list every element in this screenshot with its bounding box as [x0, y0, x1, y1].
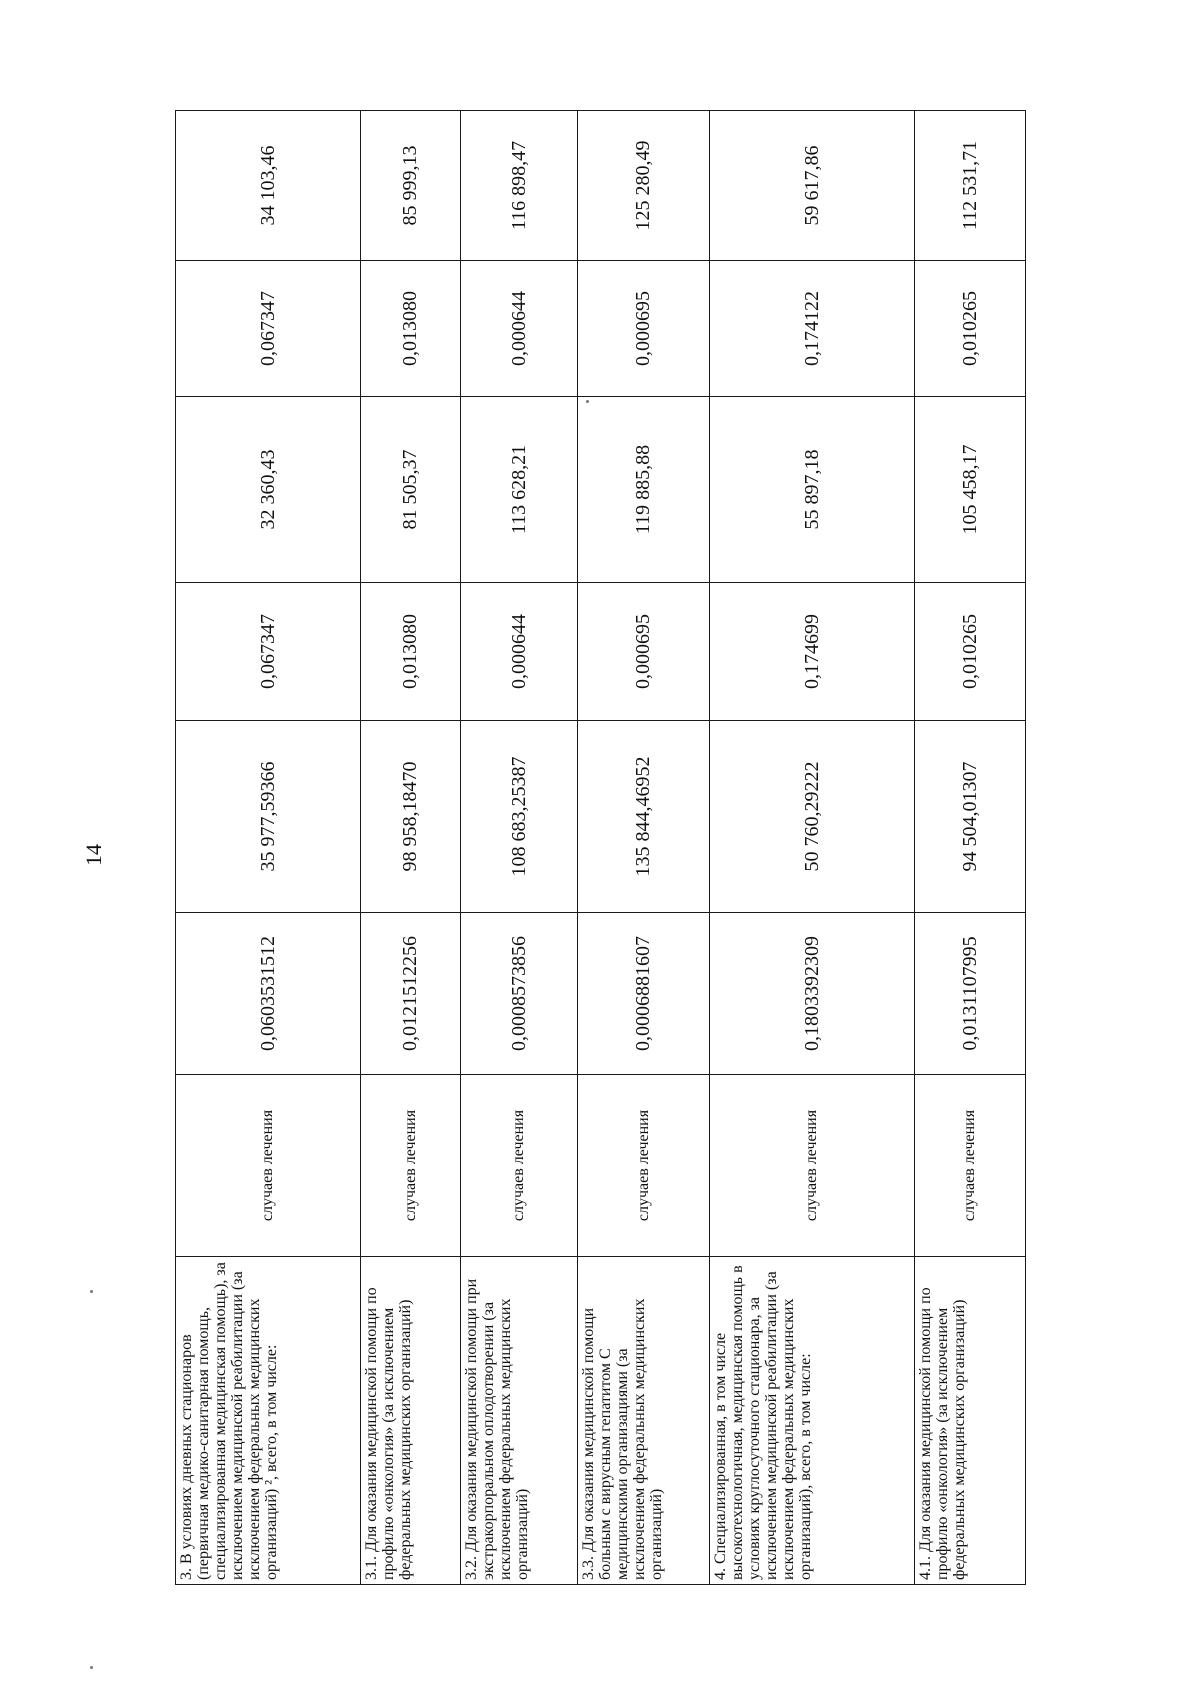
value-cell: 0,013080: [361, 583, 461, 721]
value-cell: 0,013080: [361, 261, 461, 397]
table-row: [176, 111, 361, 1585]
value-cell: 81 505,37: [361, 397, 461, 583]
unit-cell: случаев лечения: [176, 1075, 361, 1257]
value-cell: 0,000644: [461, 583, 578, 721]
table-row: [578, 111, 710, 1585]
value-cell: 105 458,17: [915, 397, 1026, 583]
row-label: 4.1. Для оказания медицинской помощи по профилю «онкология» (за исключением федеральных медицинских организаций): [915, 1257, 1026, 1585]
unit-cell: случаев лечения: [578, 1075, 710, 1257]
value-cell: 0,0603531512: [176, 913, 361, 1075]
value-cell: 50 760,29222: [710, 721, 915, 913]
value-cell: 85 999,13: [361, 111, 461, 261]
row-label: 4. Специализированная, в том числе высокотехнологичная, медицинская помощь в условиях круглосуточного стационара, за исключением медицинской реабилитации (за исключением федеральных медицинских организаций), всего, в том числе:: [710, 1257, 915, 1585]
table-row: [710, 111, 915, 1585]
row-label: 3.2. Для оказания медицинской помощи при экстракорпоральном оплодотворении (за исключением федеральных медицинских организаций): [461, 1257, 578, 1585]
value-cell: 116 898,47: [461, 111, 578, 261]
value-cell: 0,067347: [176, 261, 361, 397]
value-cell: 112 531,71: [915, 111, 1026, 261]
value-cell: 55 897,18: [710, 397, 915, 583]
scan-speck: [90, 1290, 93, 1293]
value-cell: 94 504,01307: [915, 721, 1026, 913]
value-cell: 0,0008573856: [461, 913, 578, 1075]
value-cell: 0,0131107995: [915, 913, 1026, 1075]
row-label: 3.1. Для оказания медицинской помощи по профилю «онкология» (за исключением федеральных медицинских организаций): [361, 1257, 461, 1585]
value-cell: 0,000695: [578, 261, 710, 397]
row-label: 3.3. Для оказания медицинской помощи больным с вирусным гепатитом С медицинскими организациями (за исключением федеральных медицинских организаций): [578, 1257, 710, 1585]
value-cell: 35 977,59366: [176, 721, 361, 913]
table-row: [361, 111, 461, 1585]
value-cell: 135 844,46952: [578, 721, 710, 913]
value-cell: 0,0006881607: [578, 913, 710, 1075]
value-cell: 0,174699: [710, 583, 915, 721]
value-cell: 0,067347: [176, 583, 361, 721]
data-table: [175, 110, 1026, 1585]
value-cell: 108 683,25387: [461, 721, 578, 913]
value-cell: 113 628,21: [461, 397, 578, 583]
value-cell: 0,0121512256: [361, 913, 461, 1075]
value-cell: 0,010265: [915, 583, 1026, 721]
table-container: [175, 111, 1025, 1585]
unit-cell: случаев лечения: [915, 1075, 1026, 1257]
value-cell: 119 885,88: [578, 397, 710, 583]
value-cell: 0,174122: [710, 261, 915, 397]
row-label: 3. В условиях дневных стационаров (первичная медико-санитарная помощь, специализированная медицинская помощь), за исключением медицинской реабилитации (за исключением федеральных медицинских организаций) ², всего, в том числе:: [176, 1257, 361, 1585]
table-row: [461, 111, 578, 1585]
unit-cell: случаев лечения: [710, 1075, 915, 1257]
value-cell: 32 360,43: [176, 397, 361, 583]
value-cell: 0,1803392309: [710, 913, 915, 1075]
value-cell: 0,000695: [578, 583, 710, 721]
value-cell: 125 280,49: [578, 111, 710, 261]
value-cell: 0,010265: [915, 261, 1026, 397]
unit-cell: случаев лечения: [361, 1075, 461, 1257]
value-cell: 59 617,86: [710, 111, 915, 261]
page-number: 14: [81, 844, 106, 866]
value-cell: 34 103,46: [176, 111, 361, 261]
value-cell: 98 958,18470: [361, 721, 461, 913]
value-cell: 0,000644: [461, 261, 578, 397]
table-row: [915, 111, 1026, 1585]
unit-cell: случаев лечения: [461, 1075, 578, 1257]
scan-speck: [90, 1666, 93, 1669]
